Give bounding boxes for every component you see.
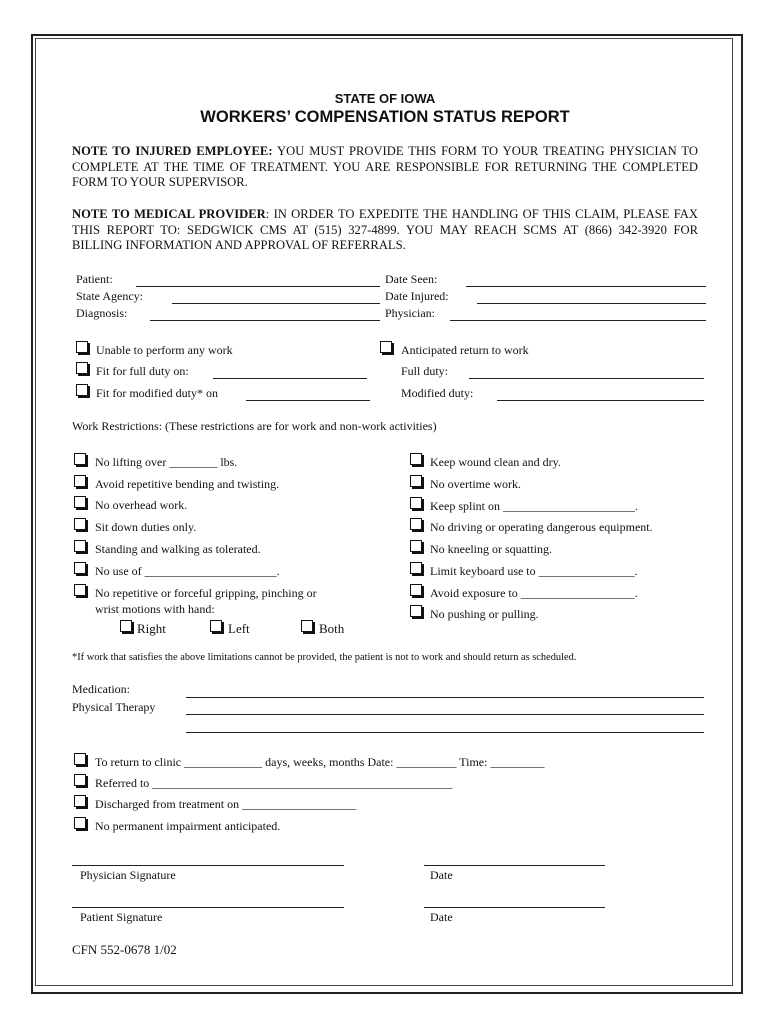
- fit-modified-date-field[interactable]: [246, 400, 370, 401]
- fit-modified-checkbox[interactable]: [76, 384, 88, 396]
- anticipated-label: Anticipated return to work: [401, 343, 529, 357]
- restriction-right-checkbox[interactable]: [410, 562, 422, 574]
- restriction-left-label-continued: wrist motions with hand:: [95, 602, 215, 616]
- note-provider-text: : IN ORDER TO EXPEDITE THE HANDLING OF THIS CLAIM, PLEASE FAX THIS REPORT TO: SEDGWICK CMS AT (515) 327-4899. YOU MAY REACH SCMS AT (866) 342-3920 FOR BILLING INFORMATION AND APPROVAL OF REFERRALS.: [72, 207, 698, 252]
- restriction-left-checkbox[interactable]: [74, 584, 86, 596]
- modified-duty-field[interactable]: [497, 400, 704, 401]
- no-impairment-checkbox[interactable]: [74, 817, 86, 829]
- restriction-right-checkbox[interactable]: [410, 453, 422, 465]
- patient-date-line[interactable]: [424, 907, 605, 908]
- physician-field[interactable]: [450, 320, 706, 321]
- physical-therapy-field[interactable]: [186, 714, 704, 715]
- note-employee-text: YOU MUST PROVIDE THIS FORM TO YOUR TREATING PHYSICIAN TO COMPLETE AT THE TIME OF TREATMENT. YOU ARE RESPONSIBLE FOR RETURNING THE COMPLETED FORM TO YOUR SUPERVISOR.: [72, 144, 698, 189]
- restriction-left-label: Sit down duties only.: [95, 520, 197, 534]
- restriction-left-checkbox[interactable]: [74, 475, 86, 487]
- discharged-checkbox[interactable]: [74, 795, 86, 807]
- date-injured-field[interactable]: [477, 303, 706, 304]
- modified-duty-label: Modified duty:: [401, 386, 474, 400]
- hand-right-label: Right: [137, 621, 166, 636]
- fit-full-label: Fit for full duty on:: [96, 364, 189, 378]
- restriction-right-checkbox[interactable]: [410, 497, 422, 509]
- hand-both-checkbox[interactable]: [301, 620, 313, 632]
- restriction-left-label: No overhead work.: [95, 498, 188, 512]
- restriction-left-label: Standing and walking as tolerated.: [95, 542, 261, 556]
- note-to-provider: [72, 207, 698, 254]
- patient-signature-label: Patient Signature: [80, 910, 163, 924]
- restriction-right-checkbox[interactable]: [410, 584, 422, 596]
- patient-field[interactable]: [136, 286, 380, 287]
- full-duty-label: Full duty:: [401, 364, 449, 378]
- diagnosis-label: Diagnosis:: [76, 306, 128, 320]
- referred-checkbox[interactable]: [74, 774, 86, 786]
- note-provider-label: NOTE TO MEDICAL PROVIDER: [72, 207, 266, 221]
- state-agency-label: State Agency:: [76, 289, 143, 303]
- physician-signature-line[interactable]: [72, 865, 344, 866]
- physician-date-label: Date: [430, 868, 453, 882]
- restrictions-footnote: *If work that satisfies the above limitations cannot be provided, the patient is not to work and should return as scheduled.: [72, 652, 577, 663]
- state-agency-field[interactable]: [172, 303, 380, 304]
- restriction-left-checkbox[interactable]: [74, 496, 86, 508]
- hand-left-label: Left: [228, 621, 250, 636]
- anticipated-checkbox[interactable]: [380, 341, 392, 353]
- restriction-left-label: Avoid repetitive bending and twisting.: [95, 477, 280, 491]
- restriction-right-label: Limit keyboard use to ________________.: [430, 564, 638, 578]
- date-seen-label: Date Seen:: [385, 272, 438, 286]
- hand-left-checkbox[interactable]: [210, 620, 222, 632]
- restriction-right-label: No overtime work.: [430, 477, 521, 491]
- restriction-left-label: No use of ______________________.: [95, 564, 280, 578]
- form-number: CFN 552-0678 1/02: [72, 942, 177, 957]
- unable-label: Unable to perform any work: [96, 343, 233, 357]
- patient-signature-line[interactable]: [72, 907, 344, 908]
- medication-field[interactable]: [186, 697, 704, 698]
- patient-date-label: Date: [430, 910, 453, 924]
- referred-label: Referred to __________________________________________________: [95, 776, 453, 790]
- medication-label: Medication:: [72, 682, 130, 696]
- physician-signature-label: Physician Signature: [80, 868, 176, 882]
- hand-both-label: Both: [319, 621, 345, 636]
- restriction-left-checkbox[interactable]: [74, 518, 86, 530]
- restriction-right-label: No kneeling or squatting.: [430, 542, 552, 556]
- note-employee-label: NOTE TO INJURED EMPLOYEE:: [72, 144, 273, 158]
- unable-checkbox[interactable]: [76, 341, 88, 353]
- restriction-left-checkbox[interactable]: [74, 540, 86, 552]
- physician-label: Physician:: [385, 306, 435, 320]
- discharged-label: Discharged from treatment on ___________________: [95, 797, 357, 811]
- restriction-right-label: No pushing or pulling.: [430, 607, 539, 621]
- physical-therapy-label: Physical Therapy: [72, 700, 156, 714]
- patient-label: Patient:: [76, 272, 113, 286]
- no-impairment-label: No permanent impairment anticipated.: [95, 819, 281, 833]
- note-to-employee: [72, 144, 698, 191]
- restriction-left-label: No repetitive or forceful gripping, pinching or: [95, 586, 317, 600]
- state-heading: STATE OF IOWA: [334, 91, 436, 106]
- restriction-left-checkbox[interactable]: [74, 562, 86, 574]
- restriction-left-label: No lifting over ________ lbs.: [95, 455, 238, 469]
- restriction-left-checkbox[interactable]: [74, 453, 86, 465]
- diagnosis-field[interactable]: [150, 320, 380, 321]
- date-seen-field[interactable]: [466, 286, 706, 287]
- fit-full-checkbox[interactable]: [76, 362, 88, 374]
- restriction-right-checkbox[interactable]: [410, 475, 422, 487]
- fit-full-date-field[interactable]: [213, 378, 367, 379]
- restriction-right-label: Keep wound clean and dry.: [430, 455, 561, 469]
- restriction-right-label: No driving or operating dangerous equipment.: [430, 520, 653, 534]
- date-injured-label: Date Injured:: [385, 289, 449, 303]
- hand-right-checkbox[interactable]: [120, 620, 132, 632]
- restriction-right-checkbox[interactable]: [410, 605, 422, 617]
- restriction-right-label: Keep splint on ______________________.: [430, 499, 638, 513]
- restriction-right-checkbox[interactable]: [410, 540, 422, 552]
- restriction-right-label: Avoid exposure to ___________________.: [430, 586, 638, 600]
- physical-therapy-field-2[interactable]: [186, 732, 704, 733]
- full-duty-field[interactable]: [469, 378, 704, 379]
- return-clinic-label: To return to clinic _____________ days, weeks, months Date: __________ Time: _________: [95, 755, 545, 769]
- form-title: WORKERS’ COMPENSATION STATUS REPORT: [200, 108, 570, 126]
- restrictions-heading: Work Restrictions: (These restrictions are for work and non-work activities): [72, 419, 437, 433]
- return-clinic-checkbox[interactable]: [74, 753, 86, 765]
- physician-date-line[interactable]: [424, 865, 605, 866]
- restriction-right-checkbox[interactable]: [410, 518, 422, 530]
- fit-modified-label: Fit for modified duty* on: [96, 386, 218, 400]
